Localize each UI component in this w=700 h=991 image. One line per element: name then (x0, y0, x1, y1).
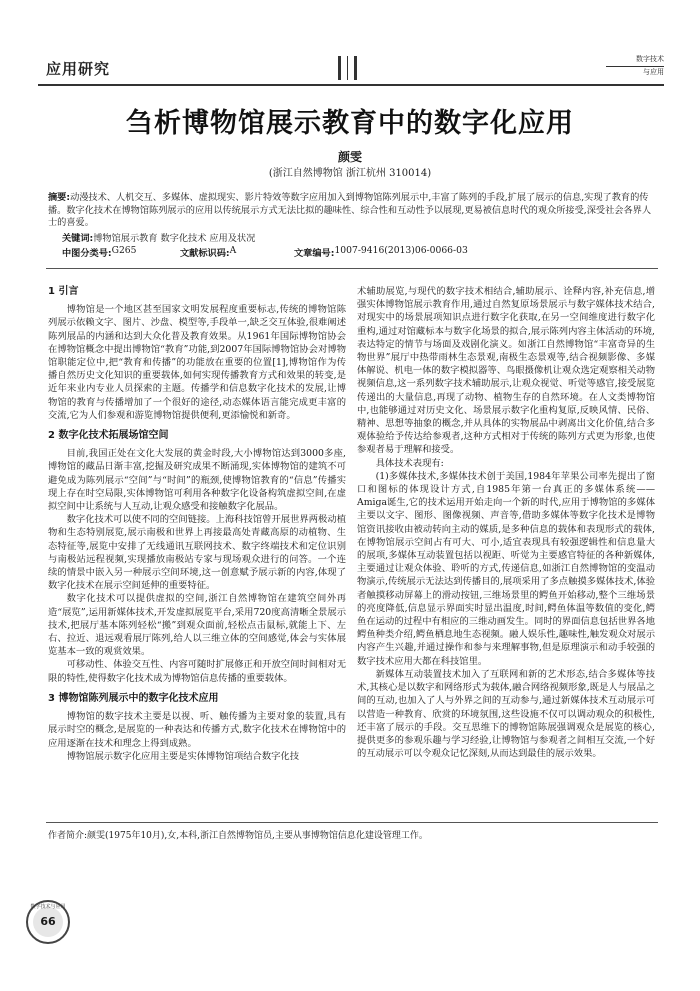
body-paragraph: 新媒体互动装置技术加入了互联网和新的艺术形态,结合多媒体等技术,其核心是以数字和网络形式为载体,融合网络视频形象,既是人与展品之间的互动,也加入了人与外界之间的互动参与,通过新媒体技术互动展示可以营造一种教育、欣赏的环境氛围,这些设施不仅可以调动观众的积极性,还丰富了展示的手段。交互思维下的博物馆陈展强调观众是展览的核心,提供更多的参观乐趣与学习经验,让博物馆与参观者之间相互交流,一个好的互动展示可以令观众记忆深刻,从而达到最佳的展示效果。 (357, 668, 655, 760)
body-paragraph: 目前,我国正处在文化大发展的黄金时段,大小博物馆达到3000多座,博物馆的藏品日渐丰富,挖掘及研究成果不断涌现,实体博物馆的建筑不可避免成为陈列展示“空间”与“时间”的瓶颈,使博物馆教育的“信息”传播实现上存在时空局限,实体博物馆可利用各种数字化设备构筑虚拟空间,在虚拟空间中让系统与人互动,让观众感受和接触数字化展品。 (48, 448, 346, 513)
section-heading: 3 博物馆陈列展示中的数字化技术应用 (48, 692, 219, 704)
journal-name-line2: 与应用 (643, 68, 664, 76)
journal-name-line1: 数字技术 (606, 54, 664, 67)
author-name: 颜雯 (337, 150, 362, 164)
clc-label: 中图分类号: (62, 248, 112, 259)
body-paragraph: 术辅助展览,与现代的数字技术相结合,辅助展示、诠释内容,补充信息,增强实体博物馆展示教育作用,通过自然复原场景展示与数字媒体技术结合,对现实中的场景展项知识点进行数字化获取,在另一空间维度进行数字化重构,通过对馆藏标本与数字化场景的拟合,展示陈列内容主体活动的环境,表达特定的情节与场面及戏剧化演义。如浙江自然博物馆“丰富奇异的生物世界”展厅中热带雨林生态景观,南极生态景观等,结合视频影像、多媒体解说、机电一体的数字模拟器等、鸟眼摄像机让观众选定观察相关动物视频信息,这一系列数字技术辅助展示,让观众视觉、听觉等感官,接受展览传递出的大量信息,再现了动物、植物生存的自然环境。在人文类博物馆中,也能够通过对历史文化、场景展示数字化重构复原,反映风情、民俗、精神、思想等抽象的概念,并从具体的实物展品中剥离出文化价值,结合多观体验给予传达给参观者,这种方式相对于传统的陈列方式更为形象,也使参观者易于理解和接受。 (357, 286, 655, 456)
keywords-text: 博物馆展示教育 数字化技术 应用及状况 (93, 233, 256, 244)
author-affiliation: (浙江自然博物馆 浙江杭州 310014) (268, 168, 432, 179)
left-column (48, 285, 346, 763)
header-rule (38, 84, 664, 86)
badge-journal-text: 数字技术与应用 (30, 904, 66, 910)
right-column (357, 285, 655, 760)
section-heading: 2 数字化技术拓展场馆空间 (48, 430, 169, 442)
abstract-text: 动漫技术、人机交互、多媒体、虚拟现实、影片特效等数字应用加入到博物馆陈列展示中,丰富了陈列的手段,扩展了展示的信息,实现了教育的传播。数字化技术在博物馆陈列展示的应用以传统展示方式无法比拟的趣味性、综合性和互动性予以展现,更易被信息时代的观众所接受,深受社会各界人士的喜爱。 (48, 192, 652, 228)
keywords-label: 关键词: (62, 233, 94, 244)
section-heading: 1 引言 (48, 286, 79, 297)
body-paragraph: (1)多媒体技术,多媒体技术创于美国,1984年苹果公司率先提出了窗口和图标的体现设计方式,自1985年第一台真正的多媒体系统——Amiga诞生,它的技术运用开始走向一个新的时代,应用于博物馆的多媒体主要以文字、图形、图像视频、声音等,借助多媒体等数字化技术是博物馆资讯接收由被动转向主动的媒质,是多种信息的载体和表现形式的载体,在博物馆展示空间占有可大、可小,适宜表现具有较强逻辑性和信息量大的展项,多媒体互动装置包括以视距、听觉为主要感官特征的各种新媒体,主要通过让观众体验、聆听的方式,传递信息,如浙江自然博物馆的变温动物演示,传统展示无法达到传播目的,展项采用了多点触摸多媒体技术,体验者触摸移动屏幕上的滑动按钮,三维场景里的鳄鱼开始移动,整个三维场景的亮度降低,信息显示界面实时显出温度,时间,鳄鱼体温等数值的变化,鳄鱼在运动的过程中有相应的三维动画发生。同时的界面信息包括世界各地鳄鱼种类介绍,鳄鱼栖息地生态视频。融人娱乐性,趣味性,触发观众对展示内容产生兴趣,并通过操作和参与来理解事物,但是原理演示和动手较强的数字技术应用大都在科技馆里。 (357, 470, 655, 667)
body-paragraph: 博物馆展示数字化应用主要是实体博物馆项结合数字化技 (66, 750, 300, 762)
clc-value: G265 (111, 245, 137, 256)
article-number-value: 1007-9416(2013)06-0066-03 (334, 245, 468, 256)
body-paragraph: 具体技术表现有: (375, 457, 444, 469)
keywords (62, 230, 656, 244)
body-paragraph: 博物馆是一个地区甚至国家文明发展程度重要标志,传统的博物馆陈列展示依赖文字、图片、沙盘、模型等,手段单一,缺乏交互体验,很难阐述陈列展品的内涵和达到大众化普及教育效果。从1961年国际博物馆协会在博物馆概念中提出博物馆“教育”功能,到2007年国际博物馆协会对博物馆职能定位中,把“教育和传播”的功能放在重要的位置[1],博物馆作为传播自然历史文化知识的重要载体,如何实现传播教育方式和效果的转变,是近年来业内专业人员探索的主题。传播学和信息数字化技术的发展,让博物馆的教育与传播增加了一个很好的途径,动态媒体语言能完成更丰富的交流,它为人们参观和游览博物馆提供便利,更添愉悦和新奇。 (48, 304, 346, 421)
abstract (48, 192, 656, 230)
page-number-badge (26, 900, 70, 944)
header-decoration (338, 56, 363, 84)
author-footnote: 作者简介:颜雯(1975年10月),女,本科,浙江自然博物馆员,主要从事博物馆信息化建设管理工作。 (48, 831, 428, 841)
page-number: 66 (40, 915, 56, 928)
page-header (38, 52, 664, 90)
body-paragraph: 数字化技术可以提供虚拟的空间,浙江自然博物馆在建筑空间外再造“展览”,运用新媒体技术,开发虚拟展览平台,采用720度高清晰全景展示技术,把展厅基本陈列轻松“搬”到观众面前,轻松点击鼠标,就能上下、左右、拉近、退远观看展厅陈列,给人以三维立体的空间感觉,体会与实体展览基本一致的观赏效果。 (48, 593, 346, 658)
doc-code-value: A (229, 245, 237, 256)
body-paragraph: 博物馆的数字技术主要是以视、听、触传播为主要对象的装置,具有展示时空的概念,是展览的一种表达和传播方式,数字化技术在博物馆中的应用逐渐在技术和理念上得到成熟。 (48, 711, 346, 749)
article-number-label: 文章编号: (294, 248, 335, 259)
footnote-rule (46, 822, 658, 823)
section-label: 应用研究 (46, 60, 111, 78)
body-top-rule (46, 268, 658, 269)
journal-logo (606, 54, 664, 82)
abstract-label: 摘要: (48, 192, 71, 203)
body-paragraph: 数字化技术可以使不同的空间链接。上海科技馆曾开展世界两极动植物和生态特别展览,展示南极和世界上再接最高处青藏高原的动植物、生态特征等,展览中安排了无线通讯互联网技术、数字终端技术和定位识别与南极站远程视频,实现播放南极站专家与现场观众进行的问答。一个连续的情景中嵌入另一种展示空间环境,这一创意赋予展示新的内容,体现了数字化技术在展示空间延伸的重要特征。 (48, 514, 346, 592)
article-title: 刍析博物馆展示教育中的数字化应用 (126, 108, 574, 139)
body-paragraph: 可移动性、体验交互性、内容可随时扩展修正和开放空间时间相对无限的特性,使得数字化技术成为博物馆信息传播的重要载体。 (48, 659, 346, 684)
doc-code-label: 文献标识码: (180, 248, 230, 259)
